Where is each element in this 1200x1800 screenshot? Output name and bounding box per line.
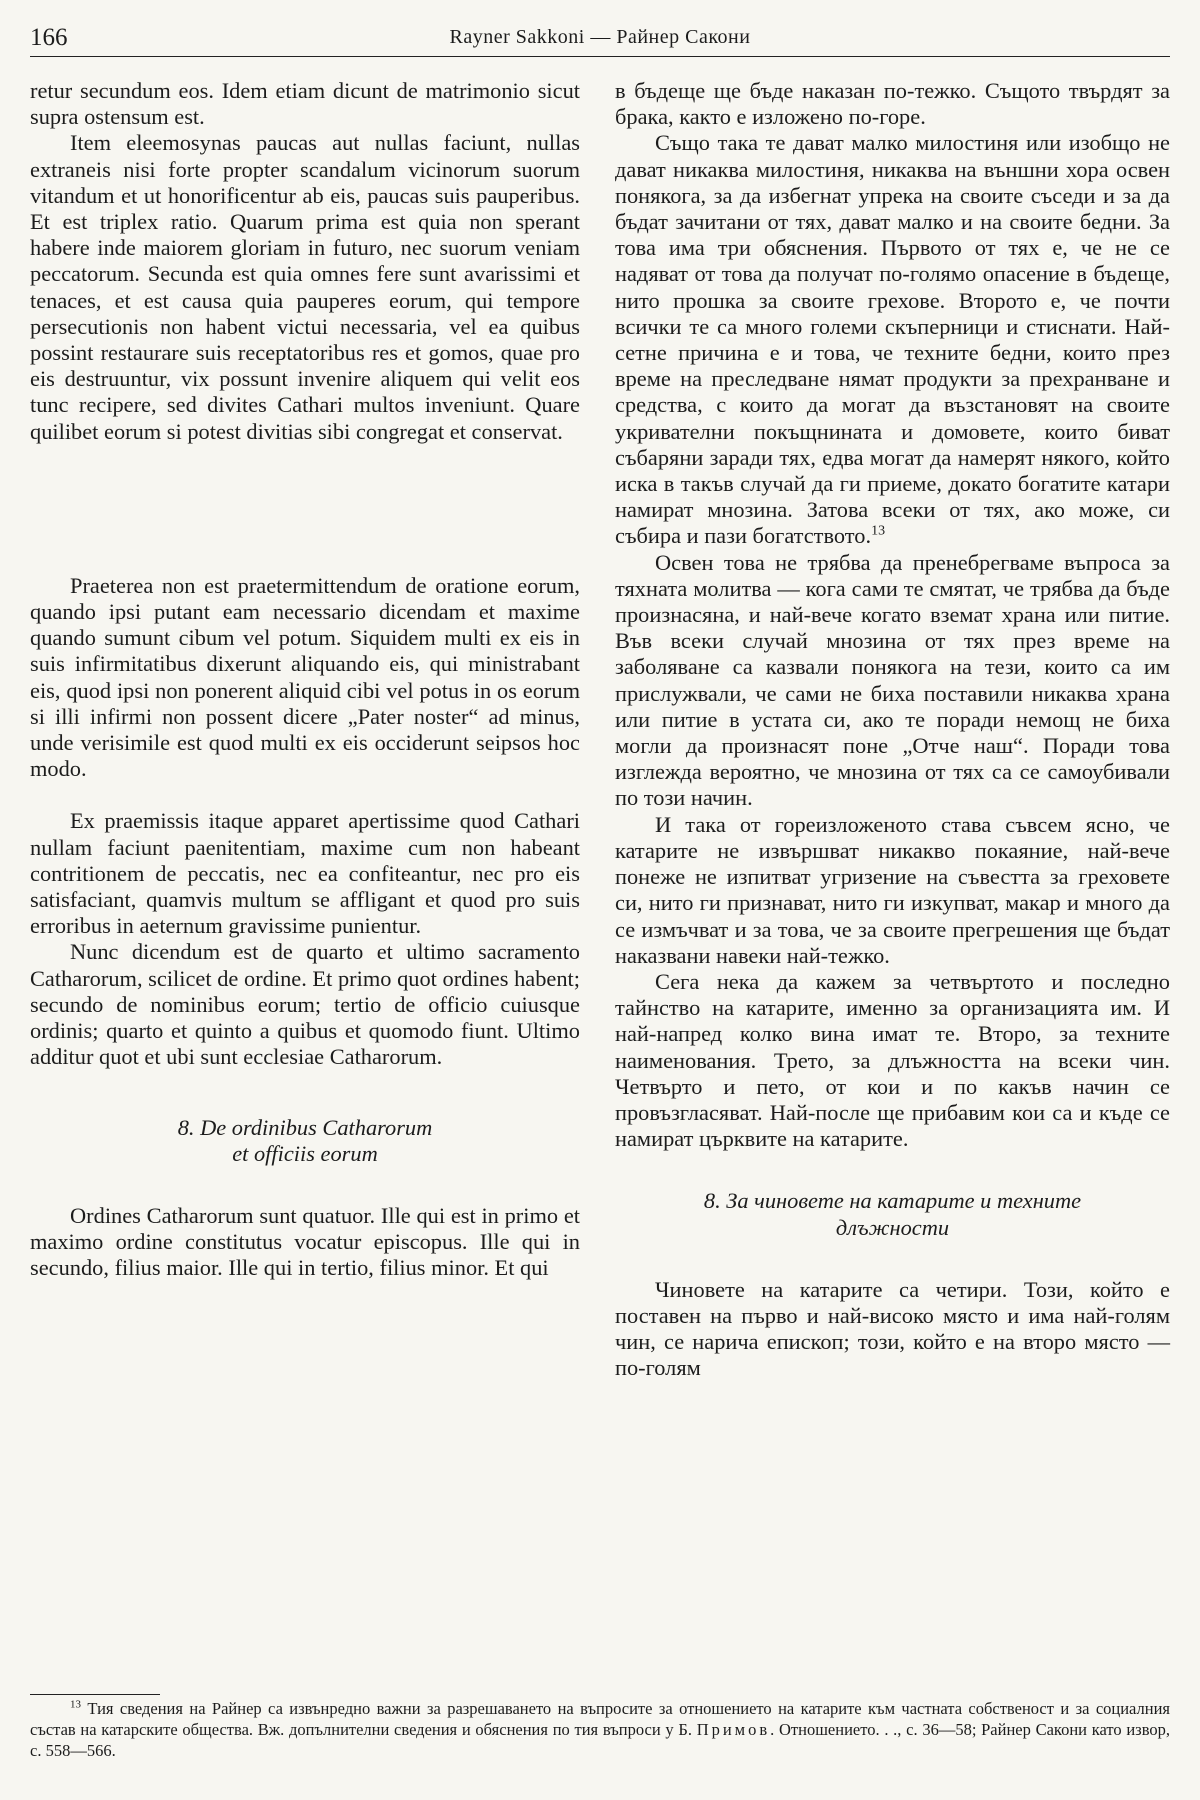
bulgarian-paragraph-3: Освен това не трябва да пренебрегваме въпроса за тяхната молитва — кога сами те смятат, че трябва да бъде произнасяна, и най-вече когато вземат храна или питие. Във всеки случай мнозина от тях през време на заболяване са казвали понякога на тези, които са им прислужвали, че сами не биха поставили никаква храна или питие в устата си, ако те поради немощ не биха могли да произнасят поне „Отче наш“. Поради това изглежда вероятно, че мнозина от тях са се самоубивали по този начин. [615,549,1170,811]
latin-paragraph-4: Ex praemissis itaque apparet apertissime quod Cathari nullam faciunt paenitentiam, maxime cum non habeant contritionem de peccatis, nec ea confiteantur, nec pro eis satisfaciant, quamvis multum se affligant et quod pro suis erroribus in aeternum gravissime punientur. [30,808,580,939]
bulgarian-section-heading [615,1188,1170,1240]
footnote-author: Примов [696,1720,771,1739]
footnote-mark: 13 [70,1698,81,1711]
bulgarian-paragraph-5: Сега нека да кажем за четвъртото и последно тайнство на катарите, именно за организацията им. И най-напред колко вина имат те. Второ, за техните наименования. Трето, за длъжността на всеки чин. Четвърто и пето, от кои и по какъв начин се провъзгласяват. Най-после ще прибавим кои са и къде се намират църквите на катарите. [615,968,1170,1152]
bulgarian-paragraph-4: И така от гореизложеното става съвсем ясно, че катарите не извършват никакво покаяние, най-вече понеже не изпитват угризение на съвестта за греховете си, нито ги признават, нито ги изкупват, макар и много да се измъчват и за това, че за своите прегрешения ще бъдат наказвани навеки най-тежко. [615,811,1170,968]
latin-heading-line-2: et officiis eorum [232,1140,378,1166]
bulgarian-paragraph-1: в бъдеще ще бъде наказан по-тежко. Същото твърдят за брака, както е изложено по-горе. [615,78,1170,130]
bulgarian-paragraph-6: Чиновете на катарите са четири. Този, който е поставен на първо и най-високо място и има най-голям чин, се нарича епископ; този, който е на второ място — по-голям [615,1276,1170,1381]
latin-paragraph-3: Praeterea non est praetermittendum de oratione eorum, quando ipsi putant eam necessario dicendam et maxime quando sumunt cibum vel potum. Siquidem multi ex eis in suis infirmitatibus dixerunt aliquando eis, qui ministrabant eis, quod ipsi non ponerent aliquid cibi vel potus in os eorum si illi infirmi non possent dicere „Pater noster“ ad minus, unde verisimile est quod multi ex eis occiderunt seipsos hoc modo. [30,572,580,782]
footnote [30,1698,1170,1761]
page-header [30,22,1170,57]
latin-heading-line-1: 8. De ordinibus Catharorum [177,1114,433,1140]
bulgarian-heading-line-2: длъжности [835,1214,950,1240]
footnote-reference: 13 [871,523,886,539]
latin-paragraph-2: Item eleemosynas paucas aut nullas faciunt, nullas extraneis nisi forte propter scandalum vicinorum suorum vitandum et ut honorificentur ab eis, paucas suis pauperibus. Et est triplex ratio. Quarum prima est quia non sperant habere inde maiorem gloriam in futuro, nec suorum veniam peccatorum. Secunda est quia omnes fere sunt avarissimi et tenaces, et est causa quia pauperes eorum, qui tempore persecutionis non habent victui necessaria, vel ea quibus possint restaurare suis receptatoribus res et gomos, quae pro eis destruuntur, vix possunt invenire aliquem qui velit eos tunc recipere, sed divites Cathari multos inveniunt. Quare quilibet eorum si potest divitias sibi congregat et conservat. [30,130,580,444]
bulgarian-heading-line-1: 8. За чиновете на катарите и техните [703,1188,1082,1214]
footnote-divider [30,1694,160,1695]
footnote-text-b: . Отношението. . ., с. 36—58; Райнер Сакони като извор, с. 558—566. [30,1720,1171,1760]
bulgarian-column [615,78,1170,1382]
latin-paragraph-1: retur secundum eos. Idem etiam dicunt de matrimonio sicut supra ostensum est. [30,78,580,130]
bulgarian-paragraph-2 [615,130,1170,549]
footnote-text-a: Тия сведения на Райнер са извънредно важни за разрешаването на въпросите за отношението на катарите към частната собственост и за социалния състав на катарските общества. Вж. допълнителни сведения и обяснения по тия въпроси у Б. [30,1699,1171,1739]
page-number: 166 [30,24,68,51]
latin-paragraph-5: Nunc dicendum est de quarto et ultimo sacramento Catharorum, scilicet de ordine. Et primo quot ordines habent; secundo de nominibus eorum; tertio de officio cuiusque ordinis; quarto et quinto a quibus et quomodo fiunt. Ultimo additur quot et ubi sunt ecclesiae Catharorum. [30,939,580,1070]
latin-column [30,78,580,1282]
running-title: Rayner Sakkoni — Райнер Сакони [449,26,751,48]
latin-paragraph-6: Ordines Catharorum sunt quatuor. Ille qui est in primo et maximo ordine constitutus vocatur episcopus. Ille qui in secundo, filius maior. Ille qui in tertio, filius minor. Et qui [30,1202,580,1281]
bulgarian-paragraph-2-text: Също така те дават малко милостиня или изобщо не дават никаква милостиня, никаква на външни хора освен понякога, за да избегнат упрека на своите съседи и за да бъдат зачитани от тях, дават малко и на своите бедни. За това има три обяснения. Първото от тях е, че не се надяват от това да получат по-голямо опасение в бъдеще, нито прошка за своите грехове. Второто е, че почти всички те са много големи скъперници и стиснати. Най-сетне причина е и това, че техните бедни, които през време на преследване нямат продукти за прехранване и средства, с които да могат да възстановят на своите укривателни покъщнината и домовете, които биват събаряни заради тях, едва могат да намерят някого, който иска в такъв случай да ги приеме, докато богатите катари намират мнозина. Затова всеки от тях, ако може, си събира и пази богатството. [615,130,1170,549]
latin-section-heading [30,1115,580,1167]
